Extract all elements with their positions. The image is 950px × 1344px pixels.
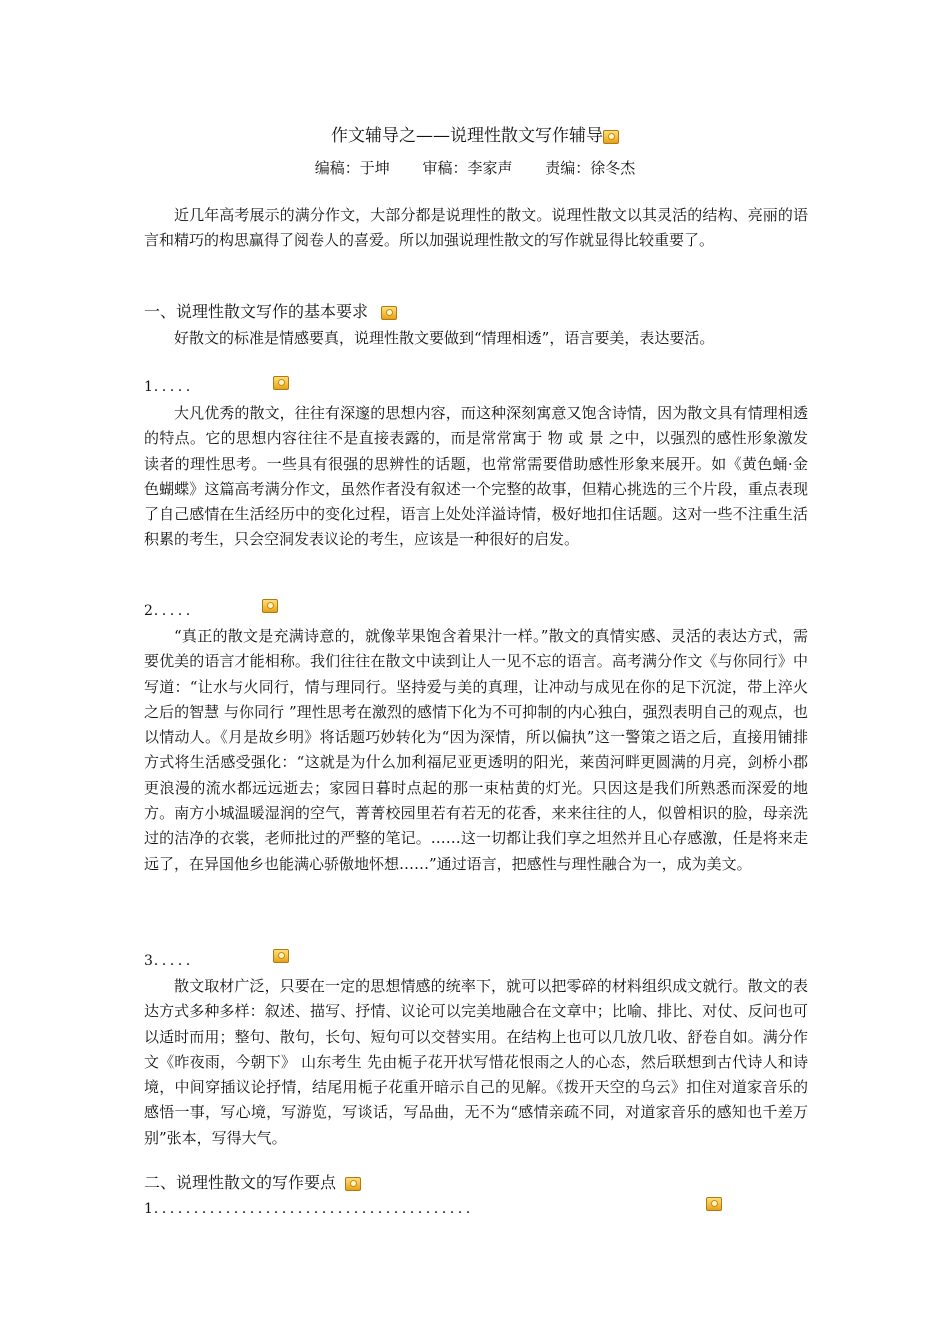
section1-item2-text: “真正的散文是充满诗意的，就像苹果饱含着果汁一样。”散文的真情实感、灵活的表达方式，需要优美的语言才能相称。我们往往在散文中读到让人一见不忘的语言。高考满分作文《与你同行》中写道：“让水与火同行，情与理同行。坚持爱与美的真理，让冲动与成见在你的足下沉淀，带上淬火之后的智慧 与你同行 ”理性思考在激烈的感情下化为不可抑制的内心独白，强烈表明自己的观点，也以情动人。《月是故乡明》将话题巧妙转化为“因为深情，所以偏执”这一警策之语之后，直接用铺排方式将生活感受强化：“这就是为什么加利福尼亚更透明的阳光，莱茵河畔更圆满的月亮，剑桥小郡更浪漫的流水都远远逝去；家园日暮时点起的那一束枯黄的灯光。只因这是我们所熟悉而深爱的地方。南方小城温暖湿润的空气，菁菁校园里若有若无的花香，来来往往的人，似曾相识的脸，母亲洗过的洁净的衣裳，老师批过的严整的笔记。……这一切都让我们享之坦然并且心存感激，任是将来走远了，在异国他乡也能满心骄傲地怀想……”通过语言，把感性与理性融合为一，成为美文。	[144, 627, 808, 873]
section1-item2-label: 2．．．．．	[144, 603, 201, 619]
section1-heading	[144, 299, 397, 322]
page-title	[0, 121, 950, 146]
section1-item3-text: 散文取材广泛，只要在一定的思想情感的统率下，就可以把零碎的材料组织成文就行。散文的表达方式多种多样：叙述、描写、抒情、议论可以完美地融合在文章中；比喻、排比、对仗、反问也可以适时而用；整句、散句，长句、短句可以交替实用。在结构上也可以几放几收、舒卷自如。满分作文《昨夜雨，今朝下》 山东考生 先由栀子花开状写惜花恨雨之人的心态，然后联想到古代诗人和诗境，中间穿插议论抒情，结尾用栀子花重开暗示自己的见解。《拨开天空的乌云》扣住对道家音乐的感悟一事，写心境，写游览，写谈话，写品曲，无不为“感情亲疏不同，对道家音乐的感知也千差万别”张本，写得大气。	[144, 977, 808, 1147]
credit-chief-editor: 责编：徐冬杰	[545, 159, 636, 177]
section1-heading-text: 一、说理性散文写作的基本要求	[144, 302, 369, 321]
section2-heading	[144, 1170, 361, 1193]
folder-star-icon[interactable]	[603, 130, 619, 144]
folder-star-icon[interactable]	[706, 1197, 722, 1211]
section1-lead: 好散文的标准是情感要真，说理性散文要做到“情理相透”，语言要美，表达要活。	[174, 329, 715, 347]
folder-star-icon[interactable]	[381, 306, 397, 320]
folder-star-icon[interactable]	[262, 599, 278, 613]
section2-heading-text: 二、说理性散文的写作要点	[144, 1173, 337, 1192]
section1-item1-label: 1．．．．．	[144, 379, 201, 395]
section1-item3-label: 3．．．．．	[144, 953, 201, 969]
folder-star-icon[interactable]	[273, 376, 289, 390]
credits-line	[0, 157, 950, 178]
credit-editor: 编稿：于坤	[314, 159, 390, 177]
folder-star-icon[interactable]	[273, 949, 289, 963]
section2-item1-label: 1．．．．．．．．．．．．．．．．．．．．．．．．．．．．．．．．．．．．．．．．	[144, 1201, 481, 1217]
credit-reviewer: 审稿：李家声	[422, 159, 513, 177]
section1-item1-text: 大凡优秀的散文，往往有深邃的思想内容，而这种深刻寓意又饱含诗情，因为散文具有情理相透的特点。它的思想内容往往不是直接表露的，而是常常寓于 物 或 景 之中，以强烈的感性形象激发读者的理性思考。一些具有很强的思辨性的话题，也常常需要借助感性形象来展开。如《黄色蛹·金色蝴蝶》这篇高考满分作文，虽然作者没有叙述一个完整的故事，但精心挑选的三个片段，重点表现了自己感情在生活经历中的变化过程，语言上处处洋溢诗情，极好地扣住话题。这对一些不注重生活积累的考生，只会空洞发表议论的考生，应该是一种很好的启发。	[144, 404, 808, 549]
intro-paragraph: 近几年高考展示的满分作文，大部分都是说理性的散文。说理性散文以其灵活的结构、亮丽的语言和精巧的构思赢得了阅卷人的喜爱。所以加强说理性散文的写作就显得比较重要了。	[144, 206, 808, 250]
title-text: 作文辅导之——说理性散文写作辅导	[331, 126, 603, 146]
folder-star-icon[interactable]	[345, 1177, 361, 1191]
